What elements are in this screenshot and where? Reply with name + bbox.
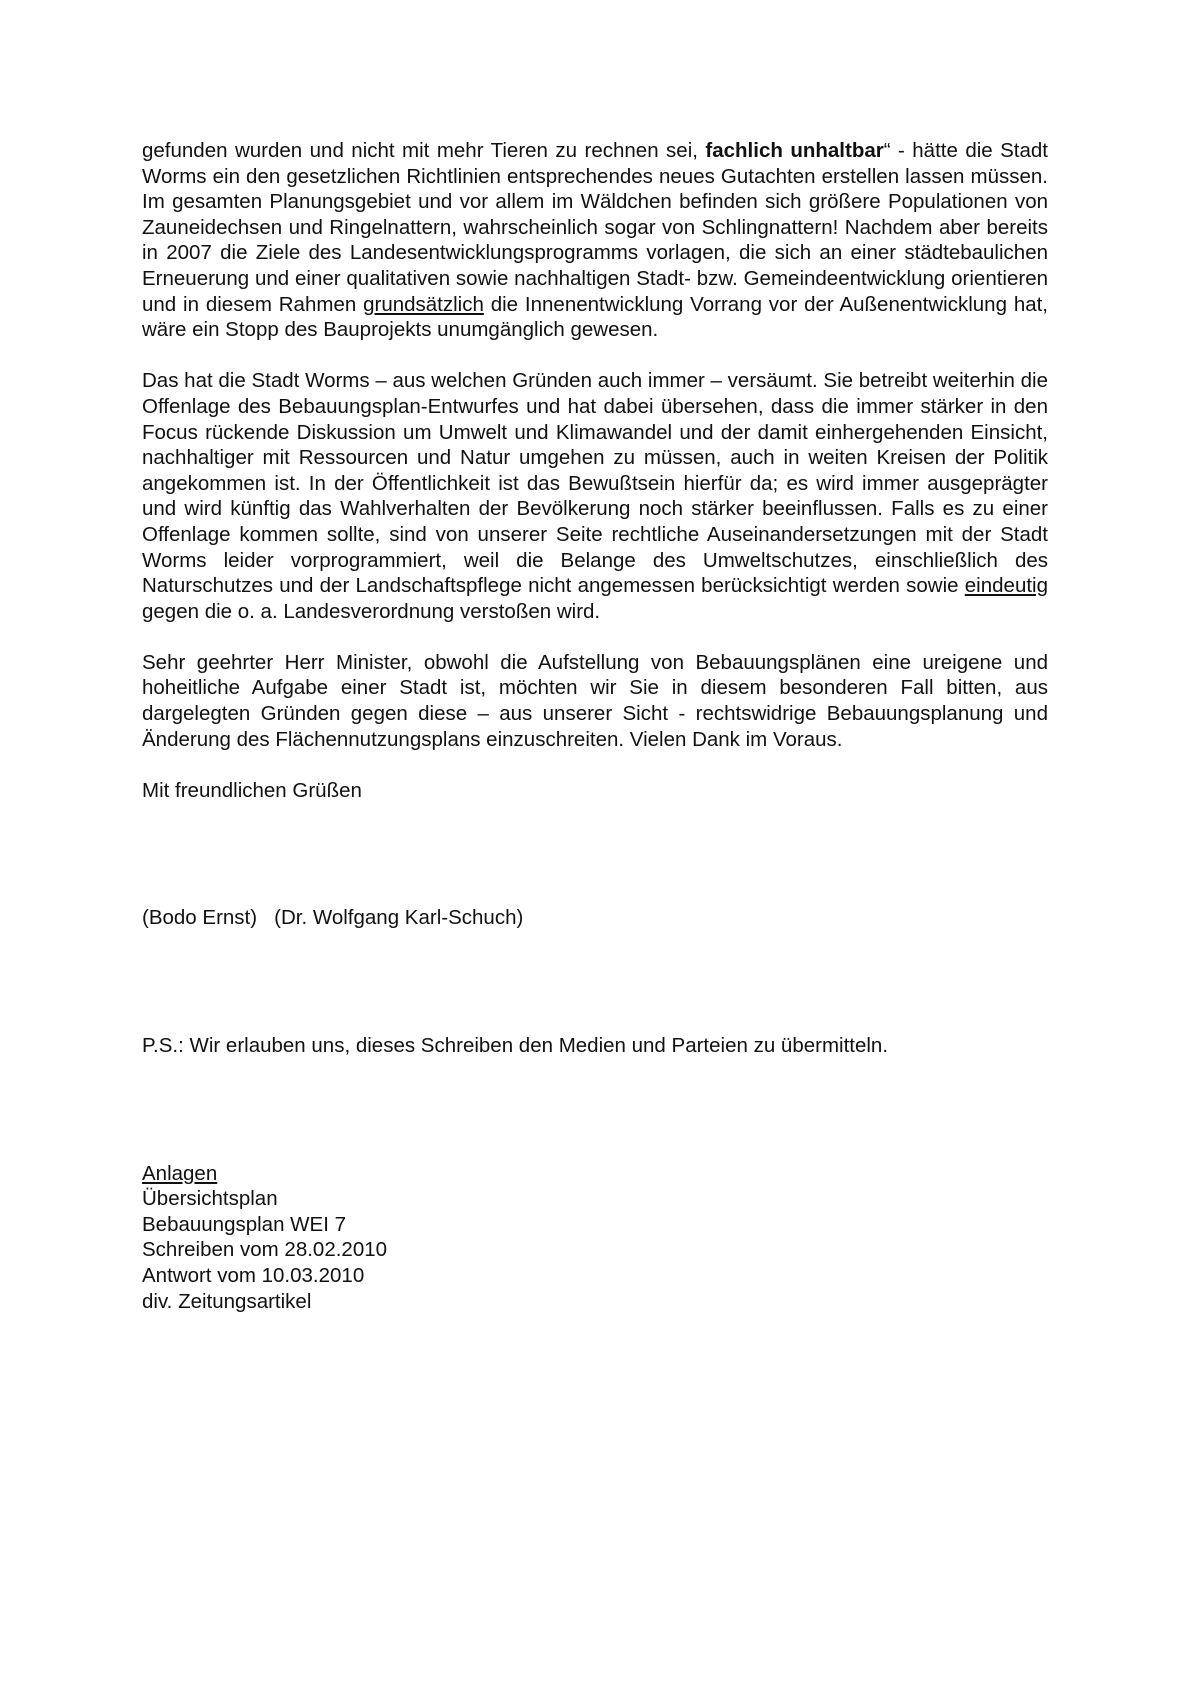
- text: “ - hätte die Stadt Worms ein den gesetzlichen Richtlinien entsprechendes neues Gutachten erstellen lassen müssen. Im gesamten Planungsgebiet und vor allem im Wäldchen befinden sich größere Populationen von Zauneidechsen und Ringelnattern, wahrscheinlich sogar von Schlingnattern! Nachdem aber bereits in 2007 die Ziele des Landesentwicklungsprogramms vorlagen, die sich an einer städtebaulichen Erneuerung und einer qualitativen sowie nachhaltigen Stadt- bzw. Gemeindeentwicklung orientieren und in diesem Rahmen: [142, 139, 1048, 316]
- paragraph-habitat-argument: [142, 138, 1048, 343]
- text: gefunden wurden und nicht mit mehr Tieren zu rechnen sei,: [142, 139, 706, 162]
- attachment-item: Bebauungsplan WEI 7: [142, 1212, 346, 1236]
- letter-page: [142, 138, 1048, 1314]
- signature-names: (Bodo Ernst) (Dr. Wolfgang Karl-Schuch): [142, 906, 524, 930]
- text: gegen die o. a. Landesverordnung verstoßen wird.: [142, 599, 601, 623]
- attachments-list: [142, 1161, 1048, 1315]
- underlined-emphasis: grundsätzlich: [363, 292, 484, 316]
- underlined-emphasis: eindeutig: [964, 574, 1048, 598]
- text: Das hat die Stadt Worms – aus welchen Gründen auch immer – versäumt. Sie betreibt weiterhin die Offenlage des Bebauungsplan-Entwurfes und hat dabei übersehen, dass die immer stärker in den Focus rückende Diskussion um Umwelt und Klimawandel und der damit einhergehenden Einsicht, nachhaltiger mit Ressourcen und Natur umgehen zu müssen, auch in weiten Kreisen der Politik angekommen ist. In der Öffentlichkeit ist das Bewußtsein hierfür da; es wird immer ausgeprägter und wird künftig das Wahlverhalten der Bevölkerung noch stärker beeinflussen. Falls es zu einer Offenlage kommen sollte, sind von unserer Seite rechtliche Auseinandersetzungen mit der Stadt Worms leider vorprogrammiert, weil die Belange des Umweltschutzes, einschließlich des Naturschutzes und der Landschaftspflege nicht angemessen berücksichtigt werden sowie: [142, 369, 1048, 598]
- attachment-item: Antwort vom 10.03.2010: [142, 1264, 365, 1287]
- paragraph-city-omission: [142, 368, 1048, 624]
- paragraph-request-to-minister: Sehr geehrter Herr Minister, obwohl die Aufstellung von Bebauungsplänen eine ureigene und hoheitliche Aufgabe einer Stadt ist, möchten wir Sie in diesem besonderen Fall bitten, aus dargelegten Gründen gegen diese – aus unserer Sicht - rechtswidrige Bebauungsplanung und Änderung des Flächennutzungsplans einzuschreiten. Vielen Dank im Voraus.: [142, 650, 1048, 751]
- attachment-item: Schreiben vom 28.02.2010: [142, 1238, 388, 1262]
- bold-emphasis: fachlich unhaltbar: [705, 139, 884, 162]
- attachment-item: Übersichtsplan: [142, 1187, 278, 1211]
- attachments-heading: Anlagen: [142, 1161, 218, 1185]
- closing-salutation: Mit freundlichen Grüßen: [142, 778, 362, 802]
- text: die Innenentwicklung Vorrang vor der Außenentwicklung hat, wäre ein Stopp des Bauprojekts unumgänglich gewesen.: [142, 292, 1049, 342]
- attachment-item: div. Zeitungsartikel: [142, 1289, 312, 1313]
- postscript: P.S.: Wir erlauben uns, dieses Schreiben den Medien und Parteien zu übermitteln.: [142, 1034, 889, 1058]
